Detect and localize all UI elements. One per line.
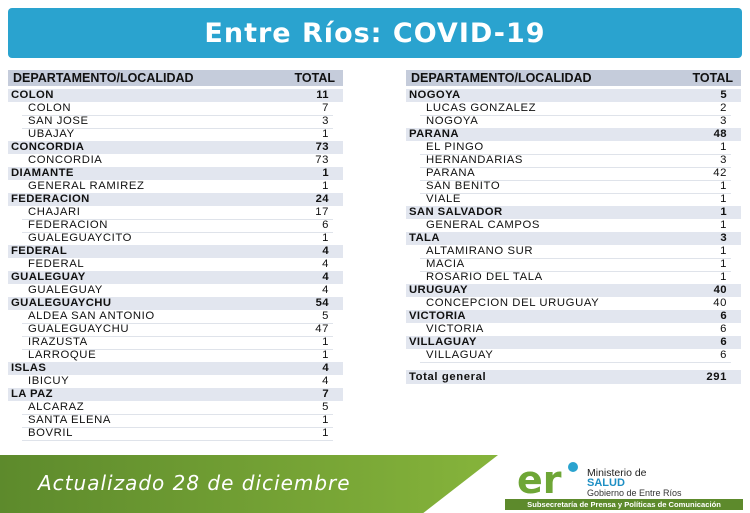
case-count: 1 (720, 193, 727, 205)
locality-row (8, 115, 343, 128)
locality-name: CHAJARI (28, 206, 81, 218)
department-name: NOGOYA (409, 89, 461, 101)
right-table (406, 70, 741, 384)
logo-text: er (517, 459, 562, 499)
case-count: 6 (720, 349, 727, 361)
case-count: 48 (713, 128, 727, 140)
case-count: 6 (720, 336, 727, 348)
case-count: 5 (322, 401, 329, 413)
department-row (406, 284, 741, 297)
locality-name: MACIA (426, 258, 465, 270)
total-general-label: Total general (409, 370, 487, 383)
case-count: 17 (315, 206, 329, 218)
case-count: 4 (322, 245, 329, 257)
locality-name: IRAZUSTA (28, 336, 88, 348)
locality-row (8, 310, 343, 323)
department-name: FEDERACION (11, 193, 90, 205)
case-count: 1 (720, 245, 727, 257)
locality-name: SANTA ELENA (28, 414, 111, 426)
locality-name: FEDERACION (28, 219, 109, 231)
locality-name: UBAJAY (28, 128, 75, 140)
locality-row (406, 349, 741, 362)
locality-name: IBICUY (28, 375, 70, 387)
case-count: 40 (713, 297, 727, 309)
locality-row (8, 128, 343, 141)
locality-row (8, 336, 343, 349)
left-table-body (8, 89, 343, 440)
case-count: 1 (322, 232, 329, 244)
case-count: 3 (720, 115, 727, 127)
department-row (406, 89, 741, 102)
case-count: 1 (720, 206, 727, 218)
ministry-line3: Gobierno de Entre Ríos (587, 488, 682, 498)
case-count: 73 (315, 154, 329, 166)
locality-name: BOVRIL (28, 427, 74, 439)
department-name: LA PAZ (11, 388, 53, 400)
locality-name: GUALEGUAY (28, 284, 103, 296)
locality-row (8, 180, 343, 193)
case-count: 1 (322, 427, 329, 439)
locality-row (406, 323, 741, 336)
locality-name: PARANA (426, 167, 476, 179)
er-logo-icon (513, 459, 583, 499)
department-row (8, 167, 343, 180)
case-count: 1 (322, 336, 329, 348)
locality-name: GENERAL CAMPOS (426, 219, 541, 231)
department-row (406, 128, 741, 141)
locality-name: HERNANDARIAS (426, 154, 523, 166)
locality-name: EL PINGO (426, 141, 484, 153)
subsecretaria-bar: Subsecretaría de Prensa y Políticas de Comunicación (505, 499, 743, 510)
locality-row (406, 115, 741, 128)
column-header-total: TOTAL (294, 71, 335, 85)
locality-row (8, 232, 343, 245)
case-count: 4 (322, 362, 329, 374)
case-count: 1 (720, 258, 727, 270)
case-count: 6 (322, 219, 329, 231)
locality-row (406, 258, 741, 271)
department-row (8, 271, 343, 284)
case-count: 7 (322, 388, 329, 400)
total-general-value: 291 (706, 370, 727, 383)
department-name: DIAMANTE (11, 167, 74, 179)
department-name: FEDERAL (11, 245, 68, 257)
locality-row (406, 141, 741, 154)
case-count: 4 (322, 271, 329, 283)
case-count: 73 (315, 141, 329, 153)
page-title: Entre Ríos: COVID-19 (204, 17, 546, 49)
locality-row (8, 414, 343, 427)
case-count: 24 (315, 193, 329, 205)
locality-name: VICTORIA (426, 323, 484, 335)
case-count: 7 (322, 102, 329, 114)
case-count: 47 (315, 323, 329, 335)
locality-row (8, 375, 343, 388)
locality-name: GENERAL RAMIREZ (28, 180, 145, 192)
locality-name: LUCAS GONZALEZ (426, 102, 537, 114)
department-name: GUALEGUAYCHU (11, 297, 112, 309)
right-table-header (406, 70, 741, 86)
locality-row (8, 258, 343, 271)
ministry-line1: Ministerio de (587, 467, 647, 479)
locality-name: ROSARIO DEL TALA (426, 271, 543, 283)
locality-name: FEDERAL (28, 258, 85, 270)
locality-name: SAN BENITO (426, 180, 501, 192)
locality-row (8, 206, 343, 219)
locality-name: GUALEGUAYCITO (28, 232, 133, 244)
locality-name: GUALEGUAYCHU (28, 323, 130, 335)
locality-row (406, 297, 741, 310)
department-row (406, 206, 741, 219)
case-count: 54 (315, 297, 329, 309)
total-general-row (406, 370, 741, 384)
case-count: 6 (720, 323, 727, 335)
locality-row (8, 102, 343, 115)
department-name: GUALEGUAY (11, 271, 86, 283)
locality-row (8, 284, 343, 297)
case-count: 3 (720, 232, 727, 244)
department-row (8, 193, 343, 206)
case-count: 1 (322, 167, 329, 179)
locality-row (406, 271, 741, 284)
department-name: SAN SALVADOR (409, 206, 503, 218)
locality-row (406, 245, 741, 258)
ministry-line2: SALUD (587, 477, 625, 489)
department-row (8, 245, 343, 258)
case-count: 1 (720, 219, 727, 231)
case-count: 4 (322, 284, 329, 296)
case-count: 40 (713, 284, 727, 296)
locality-name: CONCEPCION DEL URUGUAY (426, 297, 600, 309)
case-count: 42 (713, 167, 727, 179)
department-row (8, 362, 343, 375)
case-count: 1 (322, 180, 329, 192)
locality-row (406, 167, 741, 180)
locality-name: VILLAGUAY (426, 349, 494, 361)
case-count: 2 (720, 102, 727, 114)
case-count: 1 (720, 141, 727, 153)
locality-name: SAN JOSE (28, 115, 89, 127)
case-count: 1 (720, 271, 727, 283)
locality-name: NOGOYA (426, 115, 479, 127)
department-row (406, 336, 741, 349)
locality-name: ALDEA SAN ANTONIO (28, 310, 155, 322)
locality-name: VIALE (426, 193, 462, 205)
case-count: 5 (322, 310, 329, 322)
left-table-header (8, 70, 343, 86)
header-banner (8, 8, 742, 58)
department-row (8, 89, 343, 102)
case-count: 1 (322, 349, 329, 361)
case-count: 6 (720, 310, 727, 322)
department-row (8, 141, 343, 154)
locality-name: CONCORDIA (28, 154, 103, 166)
locality-row (8, 219, 343, 232)
department-name: PARANA (409, 128, 459, 140)
column-header-total: TOTAL (692, 71, 733, 85)
case-count: 1 (322, 128, 329, 140)
case-count: 3 (720, 154, 727, 166)
case-count: 11 (316, 89, 329, 101)
locality-row (406, 193, 741, 206)
logo-dot (568, 462, 578, 472)
case-count: 1 (322, 414, 329, 426)
locality-row (406, 154, 741, 167)
locality-name: ALCARAZ (28, 401, 85, 413)
department-name: URUGUAY (409, 284, 468, 296)
locality-row (8, 401, 343, 414)
case-count: 1 (720, 180, 727, 192)
locality-row (8, 349, 343, 362)
department-row (8, 297, 343, 310)
locality-row (406, 180, 741, 193)
column-header-departamento: DEPARTAMENTO/LOCALIDAD (411, 71, 592, 85)
locality-row (406, 102, 741, 115)
locality-row (406, 219, 741, 232)
locality-name: COLON (28, 102, 72, 114)
case-count: 3 (322, 115, 329, 127)
column-header-departamento: DEPARTAMENTO/LOCALIDAD (13, 71, 194, 85)
locality-row (8, 154, 343, 167)
case-count: 5 (720, 89, 727, 101)
case-count: 4 (322, 258, 329, 270)
department-name: TALA (409, 232, 440, 244)
right-table-body (406, 89, 741, 362)
locality-name: LARROQUE (28, 349, 97, 361)
department-row (8, 388, 343, 401)
locality-row (8, 323, 343, 336)
ministry-logo (505, 455, 745, 510)
locality-row (8, 427, 343, 440)
updated-date: Actualizado 28 de diciembre (38, 471, 351, 495)
department-name: COLON (11, 89, 54, 101)
department-row (406, 232, 741, 245)
department-name: CONCORDIA (11, 141, 85, 153)
department-name: VICTORIA (409, 310, 466, 322)
locality-name: ALTAMIRANO SUR (426, 245, 534, 257)
department-row (406, 310, 741, 323)
left-table (8, 70, 343, 440)
department-name: ISLAS (11, 362, 47, 374)
case-count: 4 (322, 375, 329, 387)
department-name: VILLAGUAY (409, 336, 477, 348)
